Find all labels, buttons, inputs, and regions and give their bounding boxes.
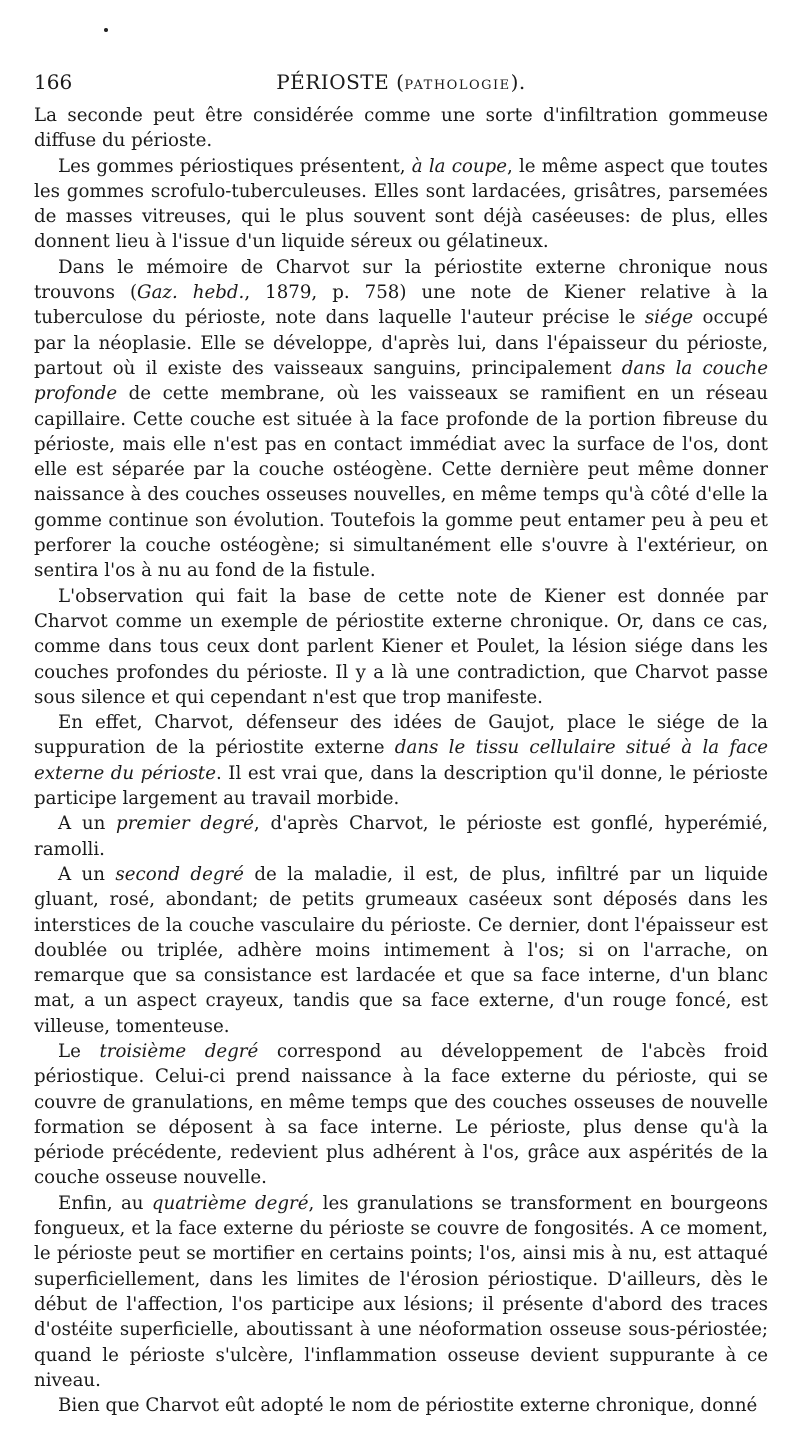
emphasis: troisième degré <box>99 1040 259 1062</box>
text-run: , le même aspect que toutes les gommes scrofulo-tuberculeuses. Elles sont lardacées, grisâtres, parsemées de masses vitreuses, qui le plus souvent sont déjà caséeuses: de plus, elles donnent lieu à l'issue d'un liquide séreux ou gélatineux. <box>34 155 768 253</box>
text-run: Les gommes périostiques présentent, <box>58 155 412 177</box>
emphasis: siége <box>644 307 694 329</box>
text-run: La seconde peut être considérée comme une sorte d'infiltration gommeuse diffuse du périoste. <box>34 105 768 152</box>
text-run: L'observation qui fait la base de cette note de Kiener est donnée par Charvot comme un exemple de périostite externe chronique. Or, dans ce cas, comme dans tous ceux dont parlent Kiener et Poulet, la lésion siége dans les couches profondes du périoste. Il y a là une contradiction, que Charvot passe sous silence et qui cependant n'est que trop manifeste. <box>34 585 768 708</box>
running-title-section: PATHOLOGIE <box>404 78 511 93</box>
text-run: , 1879, p. 758) une note de Kiener relative à la tuberculose du périoste, note dans laquelle l'auteur précise le <box>34 282 768 329</box>
text-run: de la maladie, il est, de plus, infiltré par un liquide gluant, rosé, abondant; de petits grumeaux caséeux sont déposés dans les interstices de la couche vasculaire du périoste. Ce dernier, dont l'épaisseur est doublée ou triplée, adhère moins intimement à l'os; si on l'arrache, on remarque que sa consistance est lardacée et que sa face interne, d'un blanc mat, a un aspect crayeux, tandis que sa face externe, d'un rouge foncé, est villeuse, tomenteuse. <box>34 863 769 1037</box>
running-title-paren-open: ( <box>389 70 405 94</box>
emphasis: quatrième degré <box>151 1192 309 1214</box>
ink-dot <box>104 28 108 32</box>
paragraph <box>34 811 768 862</box>
paragraph <box>34 1039 768 1191</box>
running-title-paren-close: ). <box>510 70 526 94</box>
text-run: de cette membrane, où les vaisseaux se ramifient en un réseau capillaire. Cette couche est située à la face profonde de la portion fibreuse du périoste, mais elle n'est pas en contact immédiat avec la surface de l'os, dont elle est séparée par la couche ostéogène. Cette dernière peut même donner naissance à des couches osseuses nouvelles, en même temps qu'à côté d'elle la gomme continue son évolution. Toutefois la gomme peut entamer peu à peu et perforer la couche ostéogène; si simultanément elle s'ouvre à l'extérieur, on sentira l'os à nu au fond de la fistule. <box>34 383 768 582</box>
text-run: A un <box>58 863 116 885</box>
text-run: Le <box>58 1040 100 1062</box>
body-text <box>34 103 768 1418</box>
paragraph <box>34 103 768 154</box>
text-run: En effet, Charvot, défenseur des idées de Gaujot, place le siége de la suppuration de la périostite externe <box>34 712 768 759</box>
text-run: Enfin, au <box>58 1192 152 1214</box>
text-run: correspond au développement de l'abcès froid périostique. Celui-ci prend naissance à la face externe du périoste, qui se couvre de granulations, en même temps que des couches osseuses de nouvelle formation se déposent à sa face interne. Le périoste, plus dense qu'à la période précédente, redevient plus adhérent à l'os, grâce aux aspérités de la couche osseuse nouvelle. <box>34 1040 769 1189</box>
text-run: , d'après Charvot, le périoste est gonflé, hyperémié, ramolli. <box>34 813 768 860</box>
text-run: occupé par la néoplasie. Elle se développe, d'après lui, dans l'épaisseur du périoste, partout où il existe des vaisseaux sanguins, principalement <box>34 307 768 379</box>
page-number: 166 <box>34 70 73 94</box>
text-run: Dans le mémoire de Charvot sur la périostite externe chronique nous trouvons ( <box>34 256 768 304</box>
emphasis: à la coupe <box>411 155 507 177</box>
running-header <box>34 70 768 100</box>
paragraph <box>34 255 768 584</box>
running-title-main: PÉRIOSTE <box>276 70 390 94</box>
text-run: Bien que Charvot eût adopté le nom de périostite externe chronique, donné <box>58 1395 758 1417</box>
text-run: . Il est vrai que, dans la description qu'il donne, le périoste participe largement au travail morbide. <box>34 762 768 810</box>
paragraph <box>34 710 768 811</box>
emphasis: dans la couche profonde <box>34 357 768 405</box>
emphasis: dans le tissu cellulaire situé à la face externe du périoste <box>34 737 768 784</box>
paragraph <box>34 1191 768 1393</box>
paragraph <box>34 584 768 710</box>
text-run: A un <box>58 813 117 835</box>
emphasis: second degré <box>115 863 244 885</box>
paragraph <box>34 862 768 1039</box>
text-run: , les granulations se transforment en bourgeons fongueux, et la face externe du périoste se couvre de fongosités. A ce moment, le périoste peut se mortifier en certains points; l'os, ainsi mis à nu, est attaqué superficiellement, dans les limites de l'érosion périostique. D'ailleurs, dès le début de l'affection, l'os participe aux lésions; il présente d'abord des traces d'ostéite superficielle, aboutissant à une néoformation osseuse sous-périostée; quand le périoste s'ulcère, l'inflammation osseuse devient suppurante à ce niveau. <box>34 1192 768 1391</box>
running-title <box>34 70 768 94</box>
paragraph <box>34 1393 768 1418</box>
emphasis: premier degré <box>116 813 254 835</box>
paragraph <box>34 154 768 255</box>
emphasis: Gaz. hebd. <box>137 282 245 304</box>
